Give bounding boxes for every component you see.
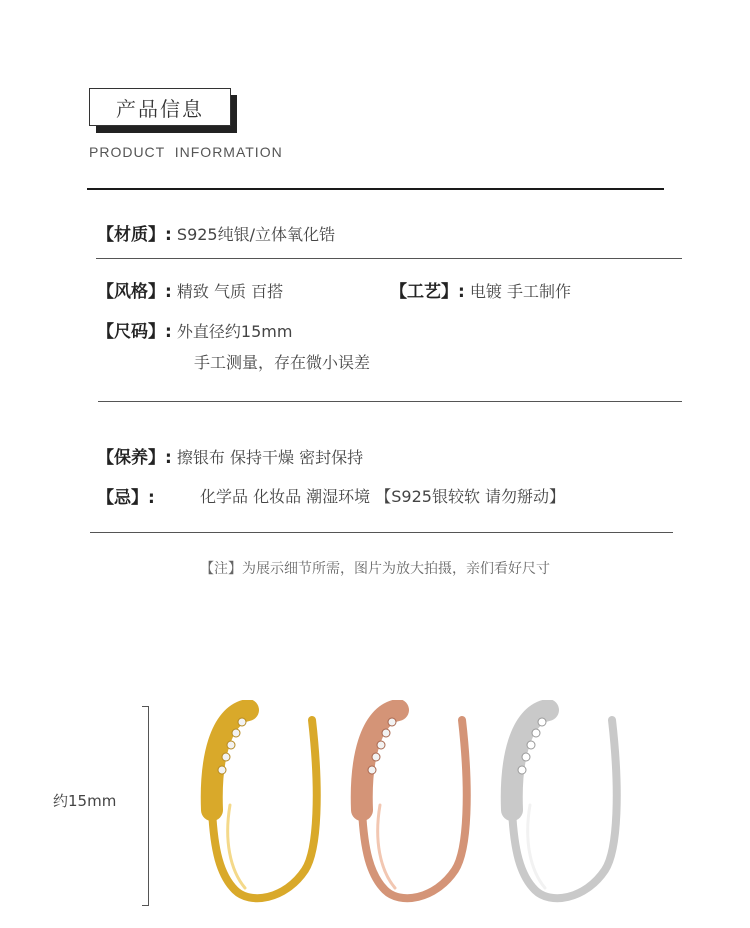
size-row — [97, 317, 292, 342]
gold-ring-image — [190, 700, 330, 910]
page-title: 产品信息 — [89, 88, 231, 126]
craft-value: 电镀 手工制作 — [469, 282, 571, 301]
size-label: 【尺码】: — [97, 322, 172, 342]
avoid-label: 【忌】: — [97, 488, 155, 508]
avoid-value: 化学品 化妆品 潮湿环境 【S925银较软 请勿掰动】 — [200, 487, 566, 506]
size-bracket-bottom — [142, 905, 149, 906]
material-row — [97, 220, 335, 245]
material-value: S925纯银/立体氧化锆 — [176, 225, 335, 244]
care-label: 【保养】: — [97, 448, 172, 468]
care-row — [97, 443, 363, 468]
care-value: 擦银布 保持干燥 密封保持 — [176, 448, 364, 467]
style-value: 精致 气质 百搭 — [176, 282, 284, 301]
style-label: 【风格】: — [97, 282, 172, 302]
divider-1 — [96, 258, 682, 259]
size-note: 手工测量，存在微小误差 — [194, 353, 371, 372]
measure-label: 约15mm — [53, 792, 117, 810]
material-label: 【材质】: — [97, 225, 172, 245]
size-bracket — [148, 706, 149, 906]
size-bracket-top — [142, 706, 149, 707]
silver-ring-image — [490, 700, 630, 910]
page-subtitle: PRODUCT INFORMATION — [89, 144, 283, 160]
rose-gold-ring-image — [340, 700, 480, 910]
craft-label: 【工艺】: — [390, 282, 465, 302]
divider-2 — [98, 401, 682, 402]
style-row — [97, 277, 283, 302]
craft-row — [390, 277, 571, 302]
size-value: 外直径约15mm — [176, 322, 293, 341]
divider-3 — [90, 532, 673, 533]
avoid-row — [97, 483, 155, 508]
photo-note: 【注】为展示细节所需，图片为放大拍摄，亲们看好尺寸 — [200, 561, 550, 577]
header-divider — [87, 188, 664, 190]
